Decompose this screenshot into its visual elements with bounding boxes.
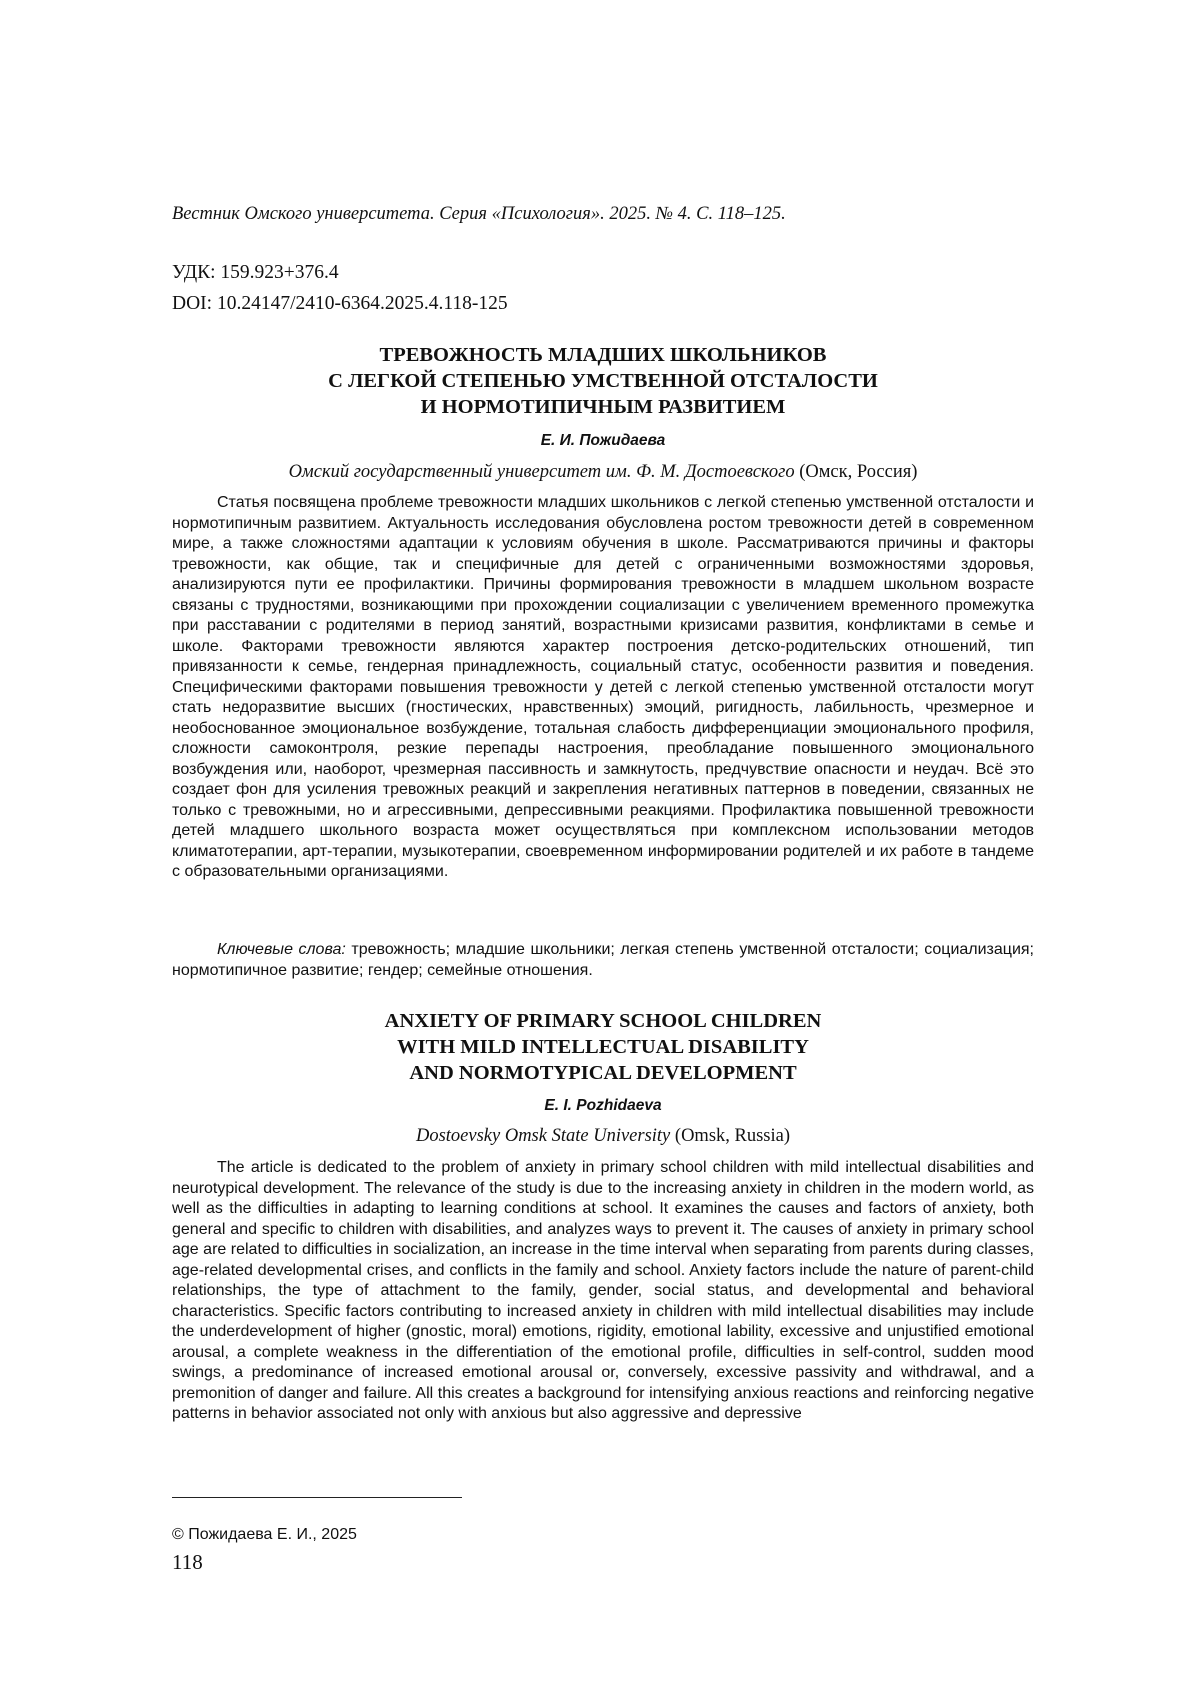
title-en-line: WITH MILD INTELLECTUAL DISABILITY bbox=[397, 1036, 809, 1058]
abstract-en: The article is dedicated to the problem of anxiety in primary school children with mild intellectual disabilities and neurotypical development. The relevance of the study is due to the increasing anxiety in children in the modern world, as well as the difficulties in adapting to learning conditions at school. It examines the causes and factors of anxiety, both general and specific to children with disabilities, and analyzes ways to prevent it. The causes of anxiety in primary school age are related to difficulties in socialization, an increase in the time interval when separating from parents during classes, age-related developmental crises, and conflicts in the family and school. Anxiety factors include the nature of parent-child relationships, the type of attachment to the family, gender, social status, and developmental and behavioral characteristics. Specific factors contributing to increased anxiety in children with mild intellectual disabilities may include the underdevelopment of higher (gnostic, moral) emotions, rigidity, emotional lability, excessive and unjustified emotional arousal, a complete weakness in the differentiation of the emotional profile, difficulties in self-control, sudden mood swings, a predominance of increased emotional arousal or, conversely, excessive passivity and withdrawal, and a premonition of danger and failure. All this creates a background for intensifying anxious reactions and reinforcing negative patterns in behavior associated not only with anxious but also aggressive and depressive bbox=[172, 1159, 1034, 1422]
affiliation-ru-location: (Омск, Россия) bbox=[799, 462, 918, 482]
affiliation-en bbox=[172, 1126, 1034, 1147]
udk-code: УДК: 159.923+376.4 bbox=[172, 262, 339, 283]
author-ru: Е. И. Пожидаева bbox=[540, 432, 666, 449]
copyright-note: © Пожидаева Е. И., 2025 bbox=[172, 1526, 357, 1543]
keywords-label: Ключевые слова: bbox=[217, 941, 346, 958]
affiliation-ru bbox=[172, 462, 1034, 483]
title-ru-line: С ЛЕГКОЙ СТЕПЕНЬЮ УМСТВЕННОЙ ОТСТАЛОСТИ bbox=[328, 370, 878, 392]
title-ru-line: ТРЕВОЖНОСТЬ МЛАДШИХ ШКОЛЬНИКОВ bbox=[379, 344, 827, 366]
affiliation-ru-name: Омский государственный университет им. Ф. М. Достоевского bbox=[288, 462, 795, 482]
title-ru-line: И НОРМОТИПИЧНЫМ РАЗВИТИЕМ bbox=[420, 396, 786, 418]
abstract-ru: Статья посвящена проблеме тревожности младших школьников с легкой степенью умственной отсталости и нормотипичным развитием. Актуальность исследования обусловлена ростом тревожности детей в современном мире, а также сложностями адаптации к условиям обучения в школе. Рассматриваются причины и факторы тревожности, как общие, так и специфичные для детей с ограниченными возможностями здоровья, анализируются пути ее профилактики. Причины формирования тревожности в младшем школьном возрасте связаны с трудностями, возникающими при прохождении социализации с увеличением временного промежутка при расставании с родителями в период занятий, возрастными кризисами развития, конфликтами в семье и школе. Факторами тревожности являются характер построения детско-родительских отношений, тип привязанности к семье, гендерная принадлежность, социальный статус, особенности развития и поведения. Специфическими факторами повышения тревожности у детей с легкой степенью умственной отсталости могут стать недоразвитие высших (гностических, нравственных) эмоций, ригидность, лабильность, чрезмерное и необоснованное эмоциональное возбуждение, тотальная слабость дифференциации эмоционального профиля, сложности самоконтроля, резкие перепады настроения, преобладание повышенного эмоционального возбуждения или, наоборот, чрезмерная пассивность и замкнутость, предчувствие опасности и неудач. Всё это создает фон для усиления тревожных реакций и закрепления негативных паттернов в поведении, связанных не только с тревожными, но и агрессивными, депрессивными реакциями. Профилактика повышенной тревожности детей младшего школьного возраста может осуществляться при комплексном использовании методов климатотерапии, арт-терапии, музыкотерапии, своевременном информировании родителей и их работе в тандеме с образовательными организациями. bbox=[172, 494, 1034, 880]
affiliation-en-name: Dostoevsky Omsk State University bbox=[415, 1126, 671, 1146]
title-en bbox=[172, 1008, 1034, 1086]
footnote-divider bbox=[172, 1497, 462, 1498]
author-en: E. I. Pozhidaeva bbox=[544, 1097, 662, 1114]
affiliation-en-location: (Omsk, Russia) bbox=[674, 1126, 791, 1146]
title-en-line: ANXIETY OF PRIMARY SCHOOL CHILDREN bbox=[384, 1010, 822, 1032]
title-en-line: AND NORMOTYPICAL DEVELOPMENT bbox=[409, 1062, 797, 1084]
keywords-ru bbox=[172, 940, 1034, 981]
journal-citation: Вестник Омского университета. Серия «Психология». 2025. № 4. С. 118–125. bbox=[172, 204, 786, 224]
title-ru bbox=[172, 342, 1034, 420]
keywords-text: тревожность; младшие школьники; легкая степень умственной отсталости; социализация; нормотипичное развитие; гендер; семейные отношения. bbox=[172, 941, 1035, 979]
doi-line: DOI: 10.24147/2410-6364.2025.4.118-125 bbox=[172, 293, 508, 314]
page-number: 118 bbox=[172, 1550, 203, 1574]
